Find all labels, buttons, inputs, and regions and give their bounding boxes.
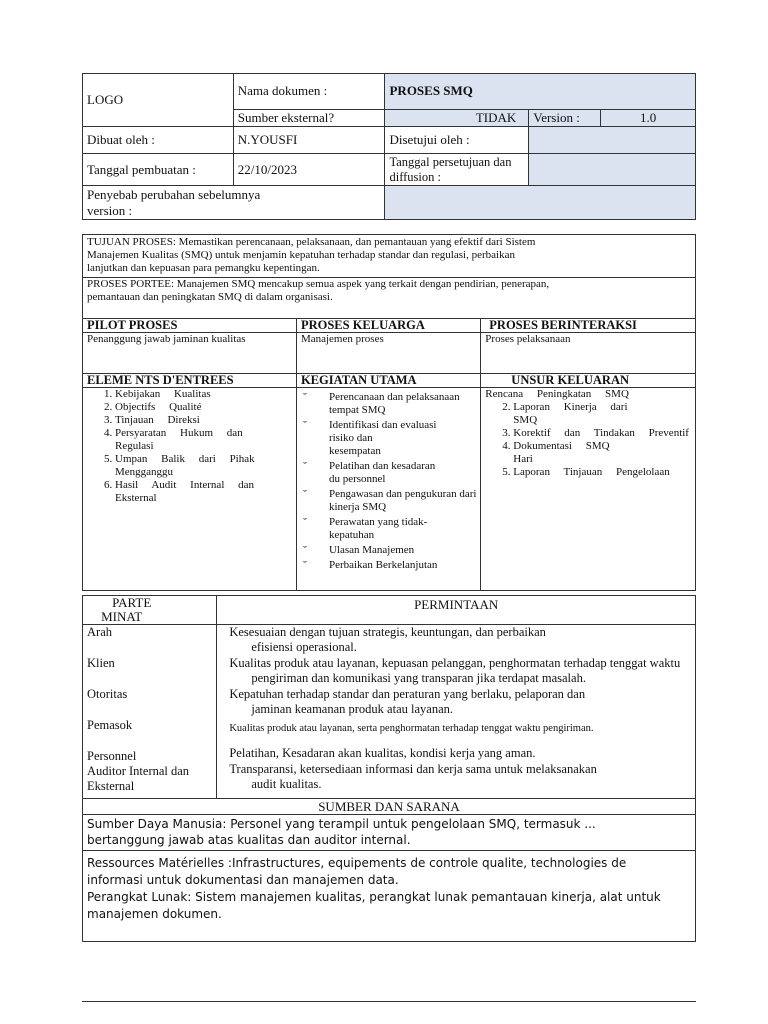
- approved-by-label: Disetujui oleh :: [385, 127, 529, 154]
- outputs-list: [485, 401, 689, 479]
- parties-cell: [83, 625, 217, 799]
- request-line: ˘ Pelatihan, Kesadaran akan kualitas, kondisi kerja yang aman.: [229, 746, 536, 760]
- approved-by-value: [529, 127, 696, 154]
- approval-date-value: [529, 154, 696, 186]
- external-source-label: Sumber eksternal?: [233, 110, 385, 127]
- party-header: [83, 596, 217, 625]
- approval-date-label-line: Tanggal persetujuan dan: [389, 155, 512, 169]
- activity-item-line: ˘ Perbaikan Berkelanjutan: [328, 559, 438, 571]
- party-header-line: PARTE: [112, 595, 152, 610]
- output-item: [513, 401, 689, 427]
- inputs-list: [87, 388, 264, 505]
- activity-item: [301, 488, 480, 514]
- request-line: ˘ Kepatuhan terhadap standar dan peraturan yang berlaku, pelaporan dan: [229, 687, 586, 701]
- activity-item-line: risiko dan: [328, 432, 373, 444]
- output-item-line: 5. Laporan Tinjauan Pengelolaan: [513, 466, 670, 478]
- output-item: [513, 427, 689, 440]
- request-line: pengiriman dan komunikasi yang transparan jika terdapat masalah.: [251, 671, 586, 685]
- logo-text: LOGO: [87, 92, 124, 107]
- change-reason-line: version :: [87, 203, 133, 218]
- change-reason-value: [385, 186, 696, 220]
- activity-item: [301, 419, 480, 458]
- activities-cell: [296, 388, 480, 591]
- input-item-line: Eksternal: [115, 492, 157, 504]
- request-header: PERMINTAAN: [217, 596, 696, 625]
- activity-item-line: kepatuhan: [328, 529, 375, 541]
- stakeholder-table: [82, 595, 696, 942]
- output-item-line: SMQ: [513, 414, 538, 426]
- activity-item-line: ˘ Perencanaan dan pelaksanaan: [328, 391, 460, 403]
- input-item: [115, 388, 264, 401]
- change-reason-line: Penyebab perubahan sebelumnya: [87, 187, 261, 202]
- request-item: [217, 625, 695, 655]
- activity-item-line: ˘ Identifikasi dan evaluasi: [328, 419, 437, 431]
- party-item: Personnel: [87, 749, 137, 763]
- request-item: [217, 656, 695, 686]
- human-resources: [83, 815, 696, 851]
- activity-item-line: kesempatan: [328, 445, 381, 457]
- input-item-line: 6. Hasil Audit Internal dan: [115, 479, 255, 491]
- party-item: Auditor Internal dan: [87, 764, 190, 778]
- requests-cell: [217, 625, 696, 799]
- input-item: [115, 427, 264, 453]
- inputs-cell: [83, 388, 297, 591]
- interact-header: PROSES BERINTERAKSI: [481, 319, 696, 333]
- activity-item-line: ˘ Ulasan Manajemen: [328, 544, 415, 556]
- family-value: Manajemen proses: [296, 333, 480, 374]
- input-item: [115, 453, 264, 479]
- request-item: [217, 746, 695, 761]
- activities-list: [301, 391, 480, 572]
- activity-item-line: tempat SMQ: [328, 404, 386, 416]
- process-table: [82, 234, 696, 591]
- footer-divider: [82, 1001, 696, 1002]
- party-item: Klien: [87, 656, 115, 670]
- party-item: Pemasok: [87, 718, 133, 732]
- input-item-line: 4. Persyaratan Hukum dan: [115, 427, 243, 439]
- creation-date-label: Tanggal pembuatan :: [83, 154, 234, 186]
- request-line: ˘ Kualitas produk atau layanan, serta penghormatan terhadap tenggat waktu pengiriman.: [229, 723, 594, 734]
- material-resources: [83, 851, 696, 942]
- software-resources-line: Perangkat Lunak: Sistem manajemen kualitas, perangkat lunak pemantauan kinerja, alat untuk: [87, 890, 661, 904]
- approval-date-label: [385, 154, 529, 186]
- version-value: 1.0: [601, 110, 696, 127]
- activity-item: [301, 544, 480, 557]
- software-resources-line: manajemen dokumen.: [87, 907, 222, 921]
- family-header: PROSES KELUARGA: [296, 319, 480, 333]
- request-item: [217, 687, 695, 717]
- output-item-line: 2. Laporan Kinerja dari: [513, 401, 628, 413]
- input-item: [115, 401, 264, 414]
- resources-header: SUMBER DAN SARANA: [83, 799, 696, 815]
- outputs-cell: [481, 388, 696, 591]
- output-item-line: 4. Dokumentasi SMQ: [513, 440, 610, 452]
- requests-list: [217, 625, 695, 792]
- activity-item: [301, 460, 480, 486]
- outputs-header: UNSUR KELUARAN: [481, 374, 696, 388]
- input-item-line: 3. Tinjauan Direksi: [115, 414, 200, 426]
- created-by-label: Dibuat oleh :: [83, 127, 234, 154]
- request-line: efisiensi operasional.: [251, 640, 357, 654]
- interact-value: Proses pelaksanaan: [481, 333, 696, 374]
- request-line: ˘ Kualitas produk atau layanan, kepuasan pelanggan, penghormatan terhadap tenggat waktu: [229, 656, 681, 670]
- approval-date-label-line: diffusion :: [389, 170, 441, 184]
- request-line: ˘ Transparansi, ketersediaan informasi dan kerja sama untuk melaksanakan: [229, 762, 597, 776]
- input-item: [115, 414, 264, 427]
- activity-item: [301, 391, 480, 417]
- activity-item-line: du personnel: [328, 473, 386, 485]
- activity-item: [301, 516, 480, 542]
- input-item-line: Regulasi: [115, 440, 154, 452]
- inputs-header: ELEME NTS D'ENTREES: [83, 374, 297, 388]
- activity-item-line: ˘ Perawatan yang tidak-: [328, 516, 428, 528]
- party-item: Eksternal: [87, 779, 135, 793]
- parties-list: [87, 625, 212, 794]
- change-reason-label: [83, 186, 385, 220]
- input-item-line: 5. Umpan Balik dari Pihak: [115, 453, 255, 465]
- output-item-line: 3. Korektif dan Tindakan Preventif: [513, 427, 689, 439]
- output-item: [513, 466, 689, 479]
- doc-name-label: Nama dokumen :: [233, 74, 385, 110]
- party-item: Arah: [87, 625, 112, 639]
- process-scope-line: PROSES PORTEE: Manajemen SMQ mencakup semua aspek yang terkait dengan pendirian, penerapan,: [87, 278, 550, 290]
- created-by-value: N.YOUSFI: [233, 127, 385, 154]
- creation-date-value: 22/10/2023: [233, 154, 385, 186]
- outputs-intro: Rencana Peningkatan SMQ: [485, 388, 629, 400]
- human-resources-line: Sumber Daya Manusia: Personel yang terampil untuk pengelolaan SMQ, termasuk ...: [87, 817, 596, 831]
- activity-item: [301, 559, 480, 572]
- process-goal-line: TUJUAN PROSES: Memastikan perencanaan, pelaksanaan, dan pemantauan yang efektif dari Sistem: [87, 236, 536, 248]
- human-resources-line: bertanggung jawab atas kualitas dan auditor internal.: [87, 833, 411, 847]
- activity-item-line: ˘ Pengawasan dan pengukuran dari: [328, 488, 477, 500]
- request-item: [217, 762, 695, 792]
- activity-item-line: ˘ Pelatihan dan kesadaran: [328, 460, 436, 472]
- output-item: [513, 440, 689, 466]
- process-goal: [83, 235, 696, 278]
- activity-item-line: kinerja SMQ: [328, 501, 387, 513]
- pilot-value: Penanggung jawab jaminan kualitas: [83, 333, 297, 374]
- material-resources-line: informasi untuk dokumentasi dan manajemen data.: [87, 873, 399, 887]
- input-item-line: 1. Kebijakan Kualitas: [115, 388, 211, 400]
- request-line: audit kualitas.: [251, 777, 322, 791]
- output-item-line: Hari: [513, 453, 533, 465]
- activities-header: KEGIATAN UTAMA: [296, 374, 480, 388]
- logo-placeholder: [83, 74, 234, 127]
- external-source-value: TIDAK: [385, 110, 529, 127]
- request-item: [217, 721, 695, 736]
- input-item-line: 2. Objectifs Qualité: [115, 401, 202, 413]
- document-header-table: [82, 73, 696, 220]
- doc-name-value: PROSES SMQ: [385, 74, 696, 110]
- input-item: [115, 479, 264, 505]
- party-item: Otoritas: [87, 687, 128, 701]
- process-goal-line: Manajemen Kualitas (SMQ) untuk menjamin kepatuhan terhadap standar dan regulasi, perbaikan: [87, 249, 515, 261]
- process-scope-line: pemantauan dan peningkatan SMQ di dalam organisasi.: [87, 291, 333, 303]
- request-line: ˘ Kesesuaian dengan tujuan strategis, keuntungan, dan perbaikan: [229, 625, 546, 639]
- process-goal-line: lanjutkan dan kepuasan para pemangku kepentingan.: [87, 262, 320, 274]
- process-scope: [83, 278, 696, 319]
- material-resources-line: Ressources Matérielles :Infrastructures, equipements de controle qualite, technologies de: [87, 856, 627, 870]
- pilot-header: PILOT PROSES: [83, 319, 297, 333]
- request-line: jaminan keamanan produk atau layanan.: [251, 702, 453, 716]
- party-header-line: MINAT: [101, 609, 143, 624]
- version-label: Version :: [529, 110, 601, 127]
- input-item-line: Mengganggu: [115, 466, 174, 478]
